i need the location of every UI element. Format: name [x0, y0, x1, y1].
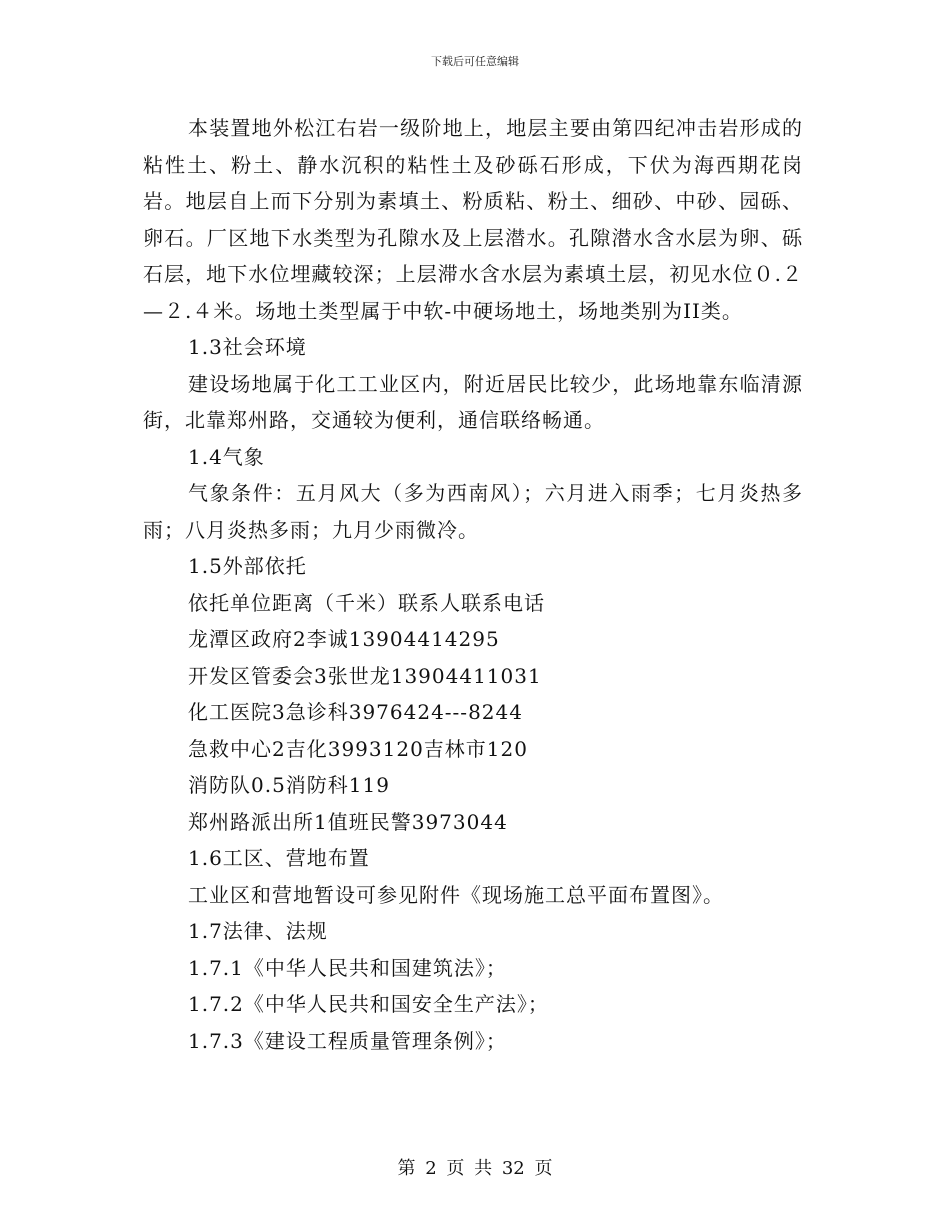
- page-footer: 第 2 页 共 32 页: [397, 1158, 553, 1179]
- section-heading-1-3: 1.3社会环境: [188, 335, 307, 359]
- support-line: 依托单位距离（千米）联系人联系电话: [188, 590, 545, 615]
- support-line: 开发区管委会3张世龙13904411031: [188, 663, 542, 688]
- support-line: 化工医院3急诊科3976424---8244: [188, 700, 523, 724]
- weather-paragraph: 气象条件：五月风大（多为西南风）；六月进入雨季；七月炎热多雨；八月炎热多雨；九月少雨微冷。: [143, 481, 803, 542]
- law-item: 1.7.1《中华人民共和国建筑法》；: [188, 955, 507, 980]
- support-line: 消防队0.5消防科119: [188, 773, 390, 797]
- section-heading-1-5: 1.5外部依托: [188, 554, 307, 578]
- section-heading-1-4: 1.4气象: [188, 444, 265, 469]
- page-header: 下载后可任意编辑: [431, 55, 519, 68]
- law-item: 1.7.2《中华人民共和国安全生产法》；: [188, 992, 549, 1016]
- layout-paragraph: 工业区和营地暂设可参见附件《现场施工总平面布置图》。: [188, 882, 724, 907]
- document-body: [143, 110, 803, 1059]
- section-heading-1-7: 1.7法律、法规: [188, 919, 328, 943]
- social-environment-paragraph: 建设场地属于化工工业区内，附近居民比较少，此场地靠东临清源街，北靠郑州路，交通较为便利，通信联络畅通。: [143, 371, 803, 432]
- law-item: 1.7.3《建设工程质量管理条例》；: [188, 1028, 507, 1053]
- support-line: 龙潭区政府2李诚13904414295: [188, 627, 500, 651]
- support-line: 急救中心2吉化3993120吉林市120: [188, 736, 528, 761]
- support-line: 郑州路派出所1值班民警3973044: [188, 809, 508, 834]
- geology-paragraph: 本装置地外松江右岩一级阶地上，地层主要由第四纪冲击岩形成的粘性土、粉土、静水沉积的粘性土及砂砾石形成，下伏为海西期花岗岩。地层自上而下分别为素填土、粉质粘、粉土、细砂、中砂、园砾、卵石。厂区地下水类型为孔隙水及上层潜水。孔隙潜水含水层为卵、砾石层，地下水位埋藏较深；上层滞水含水层为素填土层，初见水位０.２—２.４米。场地土类型属于中软-中硬场地土，场地类别为II类。: [143, 116, 803, 323]
- section-heading-1-6: 1.6工区、营地布置: [188, 846, 370, 870]
